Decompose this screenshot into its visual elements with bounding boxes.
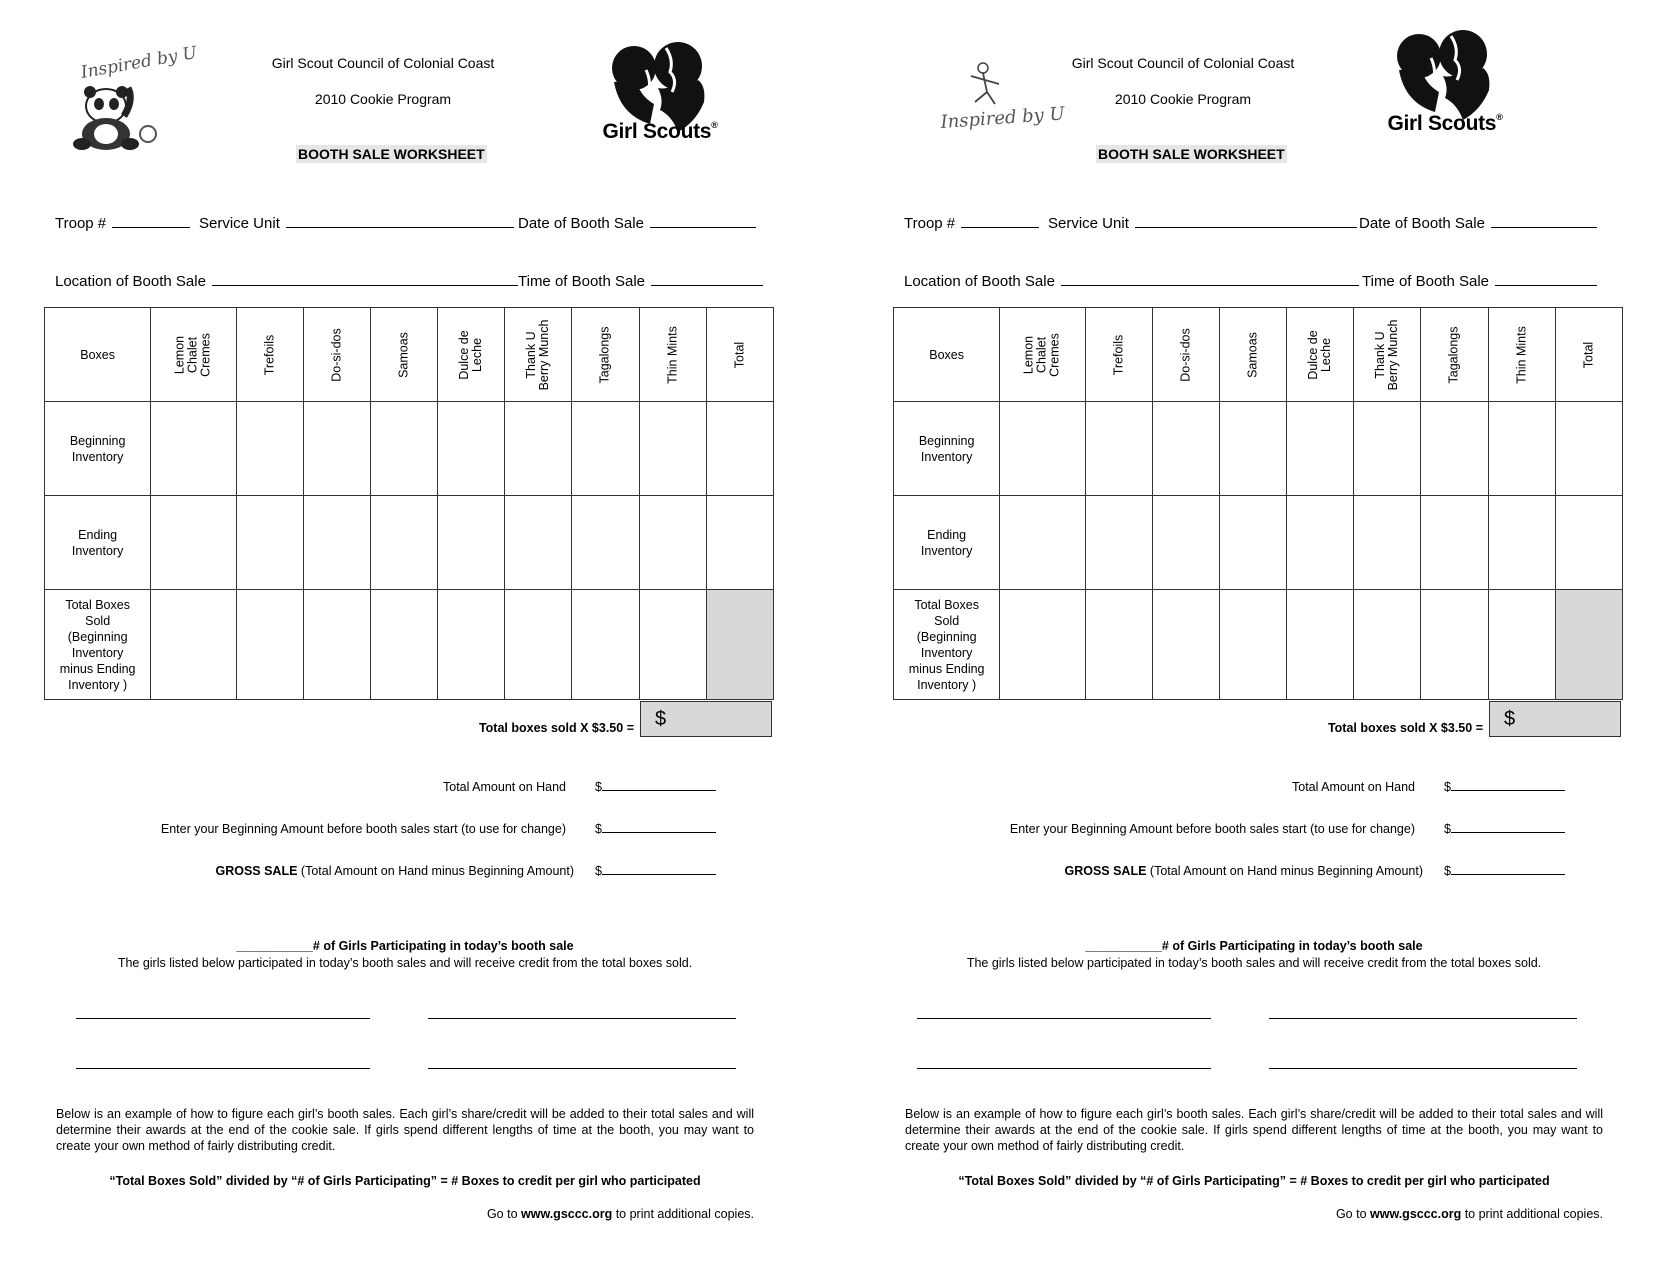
girl-name-line[interactable]	[1269, 1068, 1577, 1069]
input-cell[interactable]	[1219, 402, 1286, 496]
col-trefoils: Trefoils	[1085, 308, 1152, 402]
beginning-amount-field[interactable]: $	[1444, 822, 1565, 836]
ending-inventory-row	[894, 496, 1623, 590]
service-unit-input[interactable]	[1135, 212, 1357, 228]
location-field[interactable]	[55, 270, 518, 290]
footer-note: Go to www.gsccc.org to print additional copies.	[486, 1207, 754, 1221]
total-dollar-box[interactable]	[1489, 701, 1621, 737]
girl-name-line[interactable]	[76, 1068, 370, 1069]
girls-count-blank[interactable]: ___________	[236, 939, 313, 953]
input-cell[interactable]	[572, 590, 639, 700]
girls-count	[904, 939, 1604, 953]
example-paragraph: Below is an example of how to figure each girl’s booth sales. Each girl’s share/credit will be added to their total sales and will determine their awards at the end of the cookie sale. If girls spend different lengths of time at the booth, you may want to create your own method of fairly distributing credit.	[905, 1107, 1603, 1153]
girls-note: The girls listed below participated in today’s booth sales and will receive credit from the total boxes sold.	[966, 956, 1542, 970]
beginning-inventory-row	[894, 402, 1623, 496]
input-cell[interactable]	[1000, 590, 1085, 700]
time-field[interactable]	[1362, 270, 1597, 290]
col-total: Total	[706, 308, 773, 402]
input-cell[interactable]	[438, 590, 505, 700]
dollar-sign: $	[655, 708, 667, 730]
input-cell[interactable]	[303, 590, 370, 700]
input-cell[interactable]	[370, 496, 437, 590]
input-cell[interactable]	[236, 496, 303, 590]
inspired-panda-logo	[68, 42, 199, 154]
date-input[interactable]	[1491, 212, 1597, 228]
amount-on-hand-field[interactable]: $	[1444, 780, 1565, 794]
input-cell[interactable]	[303, 402, 370, 496]
input-cell[interactable]	[1488, 496, 1555, 590]
input-cell[interactable]	[1152, 590, 1219, 700]
input-cell[interactable]	[1219, 590, 1286, 700]
row-label-ending: Ending Inventory	[45, 496, 151, 590]
page-title: BOOTH SALE WORKSHEET	[1098, 146, 1285, 162]
col-do-si-dos: Do-si-dos	[303, 308, 370, 402]
girl-name-line[interactable]	[1269, 1018, 1577, 1019]
input-cell[interactable]	[151, 496, 236, 590]
brand-name: Girl Scouts	[1387, 112, 1497, 135]
total-dollar-box[interactable]	[640, 701, 772, 737]
col-dulce-de-leche: Dulce de Leche	[438, 308, 505, 402]
girl-scouts-logo	[1385, 28, 1505, 136]
troop-label: Troop #	[55, 215, 107, 232]
panda-icon	[68, 42, 199, 154]
input-cell[interactable]	[1488, 590, 1555, 700]
program-name: 2010 Cookie Program	[1114, 91, 1252, 107]
ending-inventory-row	[45, 496, 774, 590]
girls-count-label: # of Girls Participating in today’s booth sale	[312, 939, 574, 953]
troop-field[interactable]	[904, 212, 1039, 232]
total-sold-row	[45, 590, 774, 700]
date-label: Date of Booth Sale	[1359, 215, 1485, 232]
input-cell[interactable]	[1421, 590, 1488, 700]
input-cell[interactable]	[1219, 496, 1286, 590]
location-input[interactable]	[212, 270, 518, 286]
girl-name-line[interactable]	[917, 1018, 1211, 1019]
col-do-si-dos: Do-si-dos	[1152, 308, 1219, 402]
date-field[interactable]	[518, 212, 756, 232]
inventory-table	[893, 307, 1623, 700]
col-lemon-chalet-cremes: Lemon Chalet Cremes	[151, 308, 236, 402]
gross-sale-label: GROSS SALE (Total Amount on Hand minus Beginning Amount)	[1064, 864, 1423, 878]
col-tagalongs: Tagalongs	[1421, 308, 1488, 402]
troop-label: Troop #	[904, 215, 956, 232]
shaded-total-cell	[1555, 590, 1622, 700]
girl-name-line[interactable]	[428, 1018, 736, 1019]
girl-name-line[interactable]	[76, 1018, 370, 1019]
col-trefoils: Trefoils	[236, 308, 303, 402]
row-label-ending: Ending Inventory	[894, 496, 1000, 590]
time-input[interactable]	[651, 270, 763, 286]
input-cell[interactable]	[1354, 590, 1421, 700]
input-cell[interactable]	[1354, 402, 1421, 496]
beginning-inventory-row	[45, 402, 774, 496]
page-title: BOOTH SALE WORKSHEET	[298, 146, 485, 162]
inspired-text: Inspired by U	[939, 103, 1066, 133]
council-name: Girl Scout Council of Colonial Coast	[271, 55, 495, 71]
total-boxes-label: Total boxes sold X $3.50 =	[478, 721, 634, 735]
time-label: Time of Booth Sale	[518, 273, 646, 290]
website-link[interactable]: www.gsccc.org	[1370, 1207, 1462, 1221]
col-samoas: Samoas	[370, 308, 437, 402]
location-input[interactable]	[1061, 270, 1359, 286]
input-cell[interactable]	[706, 496, 773, 590]
service-unit-input[interactable]	[286, 212, 514, 228]
row-label-beginning: Beginning Inventory	[894, 402, 1000, 496]
input-cell[interactable]	[1000, 402, 1085, 496]
input-cell[interactable]	[1000, 496, 1085, 590]
registered-mark: ®	[711, 120, 718, 130]
worksheet-left	[0, 0, 825, 1275]
input-cell[interactable]	[1152, 402, 1219, 496]
input-cell[interactable]	[639, 590, 706, 700]
input-cell[interactable]	[1085, 496, 1152, 590]
total-sold-row	[894, 590, 1623, 700]
input-cell[interactable]	[1555, 402, 1622, 496]
col-samoas: Samoas	[1219, 308, 1286, 402]
input-cell[interactable]	[572, 496, 639, 590]
example-paragraph: Below is an example of how to figure each girl’s booth sales. Each girl’s share/credit will be added to their total sales and will determine their awards at the end of the cookie sale. If girls spend different lengths of time at the booth, you may want to create your own method of fairly distributing credit.	[56, 1107, 754, 1153]
girl-name-line[interactable]	[917, 1068, 1211, 1069]
col-thin-mints: Thin Mints	[1488, 308, 1555, 402]
input-cell[interactable]	[1488, 402, 1555, 496]
input-cell[interactable]	[1287, 496, 1354, 590]
dollar-sign: $	[1504, 708, 1516, 730]
service-unit-label: Service Unit	[199, 215, 280, 232]
location-label: Location of Booth Sale	[55, 273, 206, 290]
input-cell[interactable]	[1085, 402, 1152, 496]
brand-name: Girl Scouts	[602, 120, 712, 143]
input-cell[interactable]	[1421, 402, 1488, 496]
location-field[interactable]	[904, 270, 1359, 290]
registered-mark: ®	[1496, 112, 1503, 122]
input-cell[interactable]	[505, 402, 572, 496]
program-name: 2010 Cookie Program	[314, 91, 452, 107]
input-cell[interactable]	[1152, 496, 1219, 590]
shaded-total-cell	[706, 590, 773, 700]
time-input[interactable]	[1495, 270, 1597, 286]
girl-name-line[interactable]	[428, 1068, 736, 1069]
girls-note: The girls listed below participated in today’s booth sales and will receive credit from the total boxes sold.	[117, 956, 693, 970]
input-cell[interactable]	[639, 402, 706, 496]
footer-note: Go to www.gsccc.org to print additional copies.	[1335, 1207, 1603, 1221]
website-link[interactable]: www.gsccc.org	[521, 1207, 613, 1221]
total-boxes-label: Total boxes sold X $3.50 =	[1327, 721, 1483, 735]
beginning-amount-label: Enter your Beginning Amount before booth sales start (to use for change)	[160, 822, 566, 836]
input-cell[interactable]	[1555, 496, 1622, 590]
corner-cell: Boxes	[894, 308, 1000, 402]
girls-count-label: # of Girls Participating in today’s booth sale	[1161, 939, 1423, 953]
input-cell[interactable]	[1287, 402, 1354, 496]
input-cell[interactable]	[639, 496, 706, 590]
input-cell[interactable]	[1085, 590, 1152, 700]
service-unit-field[interactable]	[199, 212, 514, 232]
col-thin-mints: Thin Mints	[639, 308, 706, 402]
gross-sale-label: GROSS SALE (Total Amount on Hand minus Beginning Amount)	[215, 864, 574, 878]
input-cell[interactable]	[438, 496, 505, 590]
troop-input[interactable]	[112, 212, 190, 228]
troop-input[interactable]	[961, 212, 1039, 228]
input-cell[interactable]	[505, 590, 572, 700]
gross-sale-field[interactable]: $	[1444, 864, 1565, 878]
row-label-beginning: Beginning Inventory	[45, 402, 151, 496]
service-unit-label: Service Unit	[1048, 215, 1129, 232]
col-lemon-chalet-cremes: Lemon Chalet Cremes	[1000, 308, 1085, 402]
girl-scouts-logo	[600, 40, 720, 148]
header-row	[45, 308, 774, 402]
girls-count-blank[interactable]: ___________	[1085, 939, 1162, 953]
amount-on-hand-label: Total Amount on Hand	[1292, 780, 1415, 794]
date-label: Date of Booth Sale	[518, 215, 644, 232]
input-cell[interactable]	[151, 590, 236, 700]
inventory-table	[44, 307, 774, 700]
input-cell[interactable]	[706, 402, 773, 496]
amount-on-hand-field[interactable]: $	[595, 780, 716, 794]
input-cell[interactable]	[1287, 590, 1354, 700]
input-cell[interactable]	[151, 402, 236, 496]
date-field[interactable]	[1359, 212, 1597, 232]
service-unit-field[interactable]	[1048, 212, 1357, 232]
col-tagalongs: Tagalongs	[572, 308, 639, 402]
credit-formula: “Total Boxes Sold” divided by “# of Girls Participating” = # Boxes to credit per girl who participated	[958, 1174, 1550, 1188]
input-cell[interactable]	[1421, 496, 1488, 590]
troop-field[interactable]	[55, 212, 190, 232]
time-field[interactable]	[518, 270, 763, 290]
header-row	[894, 308, 1623, 402]
col-thank-u-berry-munch: Thank U Berry Munch	[1354, 308, 1421, 402]
credit-formula: “Total Boxes Sold” divided by “# of Girls Participating” = # Boxes to credit per girl who participated	[109, 1174, 701, 1188]
gross-sale-field[interactable]: $	[595, 864, 716, 878]
location-label: Location of Booth Sale	[904, 273, 1055, 290]
corner-cell: Boxes	[45, 308, 151, 402]
council-name: Girl Scout Council of Colonial Coast	[1071, 55, 1295, 71]
input-cell[interactable]	[1354, 496, 1421, 590]
input-cell[interactable]	[236, 590, 303, 700]
col-dulce-de-leche: Dulce de Leche	[1287, 308, 1354, 402]
row-label-total-sold: Total Boxes Sold (Beginning Inventory minus Ending Inventory )	[45, 590, 151, 700]
beginning-amount-label: Enter your Beginning Amount before booth sales start (to use for change)	[1009, 822, 1415, 836]
input-cell[interactable]	[505, 496, 572, 590]
input-cell[interactable]	[236, 402, 303, 496]
row-label-total-sold: Total Boxes Sold (Beginning Inventory minus Ending Inventory )	[894, 590, 1000, 700]
col-thank-u-berry-munch: Thank U Berry Munch	[505, 308, 572, 402]
time-label: Time of Booth Sale	[1362, 273, 1490, 290]
worksheet-right	[845, 0, 1670, 1275]
inspired-text: Inspired by U	[79, 42, 199, 83]
input-cell[interactable]	[370, 402, 437, 496]
input-cell[interactable]	[438, 402, 505, 496]
amount-on-hand-label: Total Amount on Hand	[443, 780, 566, 794]
input-cell[interactable]	[572, 402, 639, 496]
beginning-amount-field[interactable]: $	[595, 822, 716, 836]
date-input[interactable]	[650, 212, 756, 228]
input-cell[interactable]	[303, 496, 370, 590]
col-total: Total	[1555, 308, 1622, 402]
girls-count	[55, 939, 755, 953]
input-cell[interactable]	[370, 590, 437, 700]
